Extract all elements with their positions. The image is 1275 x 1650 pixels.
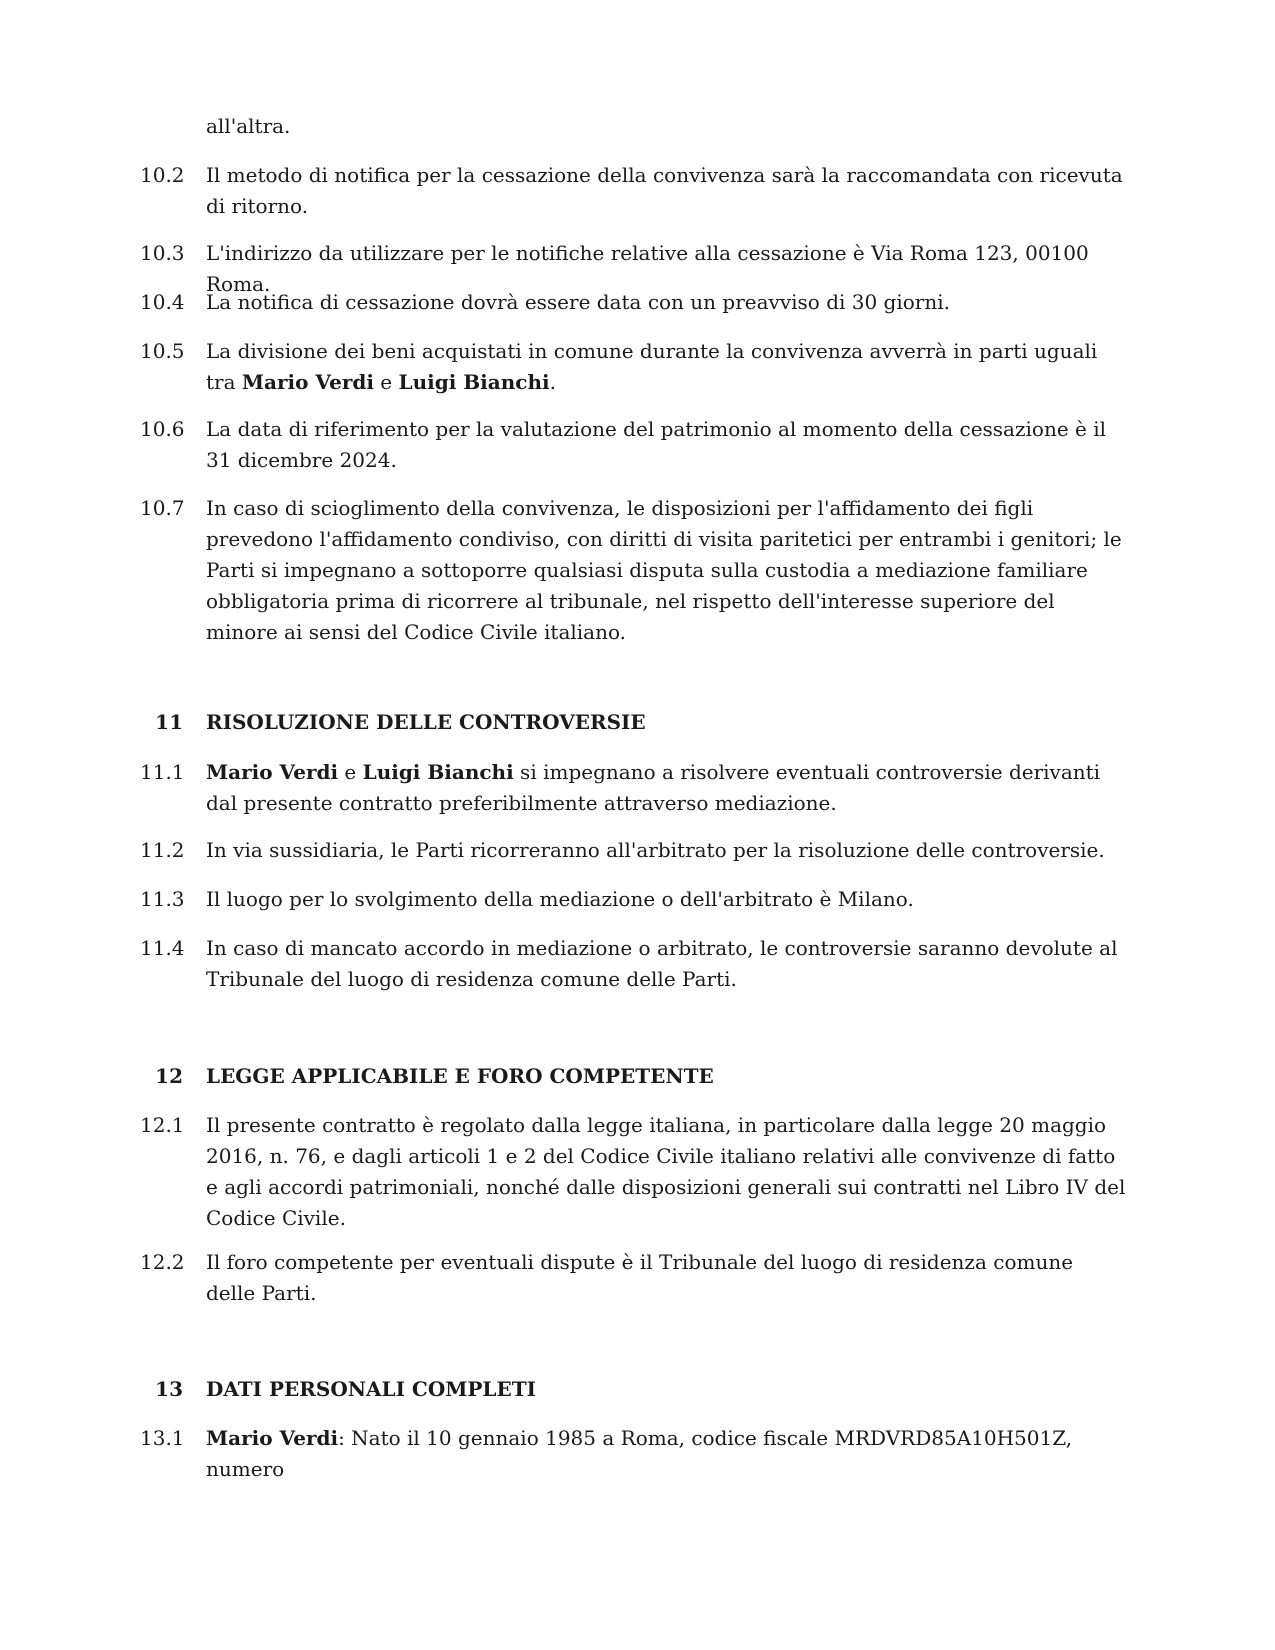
clause-number: 10.5	[140, 339, 185, 363]
clause-text	[206, 757, 1126, 819]
clause-text: Il presente contratto è regolato dalla legge italiana, in particolare dalla legge 20 maggio 2016, n. 76, e dagli articoli 1 e 2 del Codice Civile italiano relativi alle convivenze di fatto e agli accordi patrimoniali, nonché dalle disposizioni generali sui contratti nel Libro IV del Codice Civile.	[206, 1113, 1126, 1230]
clause-number: 12.1	[140, 1113, 185, 1137]
clause-text: Il foro competente per eventuali dispute è il Tribunale del luogo di residenza comune delle Parti.	[206, 1250, 1074, 1305]
clause-text: La notifica di cessazione dovrà essere data con un preavviso di 30 giorni.	[206, 290, 950, 314]
clause-number: 10.6	[140, 417, 185, 441]
clause-number: 10.2	[140, 163, 185, 187]
clause-text-part: La divisione dei beni acquistati in comune durante la convivenza avverrà in parti uguali tra	[206, 339, 1098, 394]
party-name-mario: Mario Verdi	[241, 370, 374, 394]
party-name-mario: Mario Verdi	[206, 760, 339, 784]
clause-text-part: : Nato il 10 gennaio 1985 a Roma, codice fiscale MRDVRD85A10H501Z, numero	[206, 1426, 1073, 1481]
clause-number: 12.2	[140, 1250, 185, 1274]
party-name-mario: Mario Verdi	[206, 1426, 339, 1450]
clause-number: 10.3	[140, 241, 185, 265]
clause-text: all'altra.	[206, 114, 291, 138]
section-number: 11	[155, 710, 183, 734]
clause-text: In caso di mancato accordo in mediazione o arbitrato, le controversie saranno devolute al Tribunale del luogo di residenza comune delle Parti.	[206, 936, 1118, 991]
section-title: LEGGE APPLICABILE E FORO COMPETENTE	[206, 1064, 714, 1088]
clause-text: Il metodo di notifica per la cessazione della convivenza sarà la raccomandata con ricevuta di ritorno.	[206, 163, 1123, 218]
clause-text: In via sussidiaria, le Parti ricorreranno all'arbitrato per la risoluzione delle controversie.	[206, 838, 1105, 862]
clause-number: 11.1	[140, 760, 185, 784]
clause-number: 11.2	[140, 838, 185, 862]
clause-text: La data di riferimento per la valutazione del patrimonio al momento della cessazione è il 31 dicembre 2024.	[206, 417, 1107, 472]
clause-text: L'indirizzo da utilizzare per le notifiche relative alla cessazione è Via Roma 123, 00100 Roma.	[206, 241, 1089, 296]
clause-text-part: si impegnano a risolvere eventuali controversie derivanti dal presente contratto preferibilmente attraverso mediazione.	[206, 760, 1101, 815]
clause-text	[206, 336, 1126, 398]
clause-text: Il luogo per lo svolgimento della mediazione o dell'arbitrato è Milano.	[206, 887, 914, 911]
clause-number: 10.4	[140, 290, 185, 314]
clause-number: 10.7	[140, 496, 185, 520]
section-title: RISOLUZIONE DELLE CONTROVERSIE	[206, 710, 646, 734]
section-title: DATI PERSONALI COMPLETI	[206, 1377, 536, 1401]
clause-text-end: .	[549, 370, 556, 394]
section-number: 13	[155, 1377, 183, 1401]
section-number: 12	[155, 1064, 183, 1088]
conjunction: e	[373, 370, 399, 394]
conjunction: e	[338, 760, 363, 784]
party-name-luigi: Luigi Bianchi	[362, 760, 514, 784]
clause-text	[206, 1423, 1126, 1485]
clause-text: In caso di scioglimento della convivenza, le disposizioni per l'affidamento dei figli prevedono l'affidamento condiviso, con diritti di visita paritetici per entrambi i genitori; le Parti si impegnano a sottoporre qualsiasi disputa sulla custodia a mediazione familiare obbligatoria prima di ricorrere al tribunale, nel rispetto dell'interesse superiore del minore ai sensi del Codice Civile italiano.	[206, 496, 1122, 644]
clause-number: 11.3	[140, 887, 185, 911]
party-name-luigi: Luigi Bianchi	[398, 370, 550, 394]
clause-number: 13.1	[140, 1426, 185, 1450]
clause-number: 11.4	[140, 936, 185, 960]
